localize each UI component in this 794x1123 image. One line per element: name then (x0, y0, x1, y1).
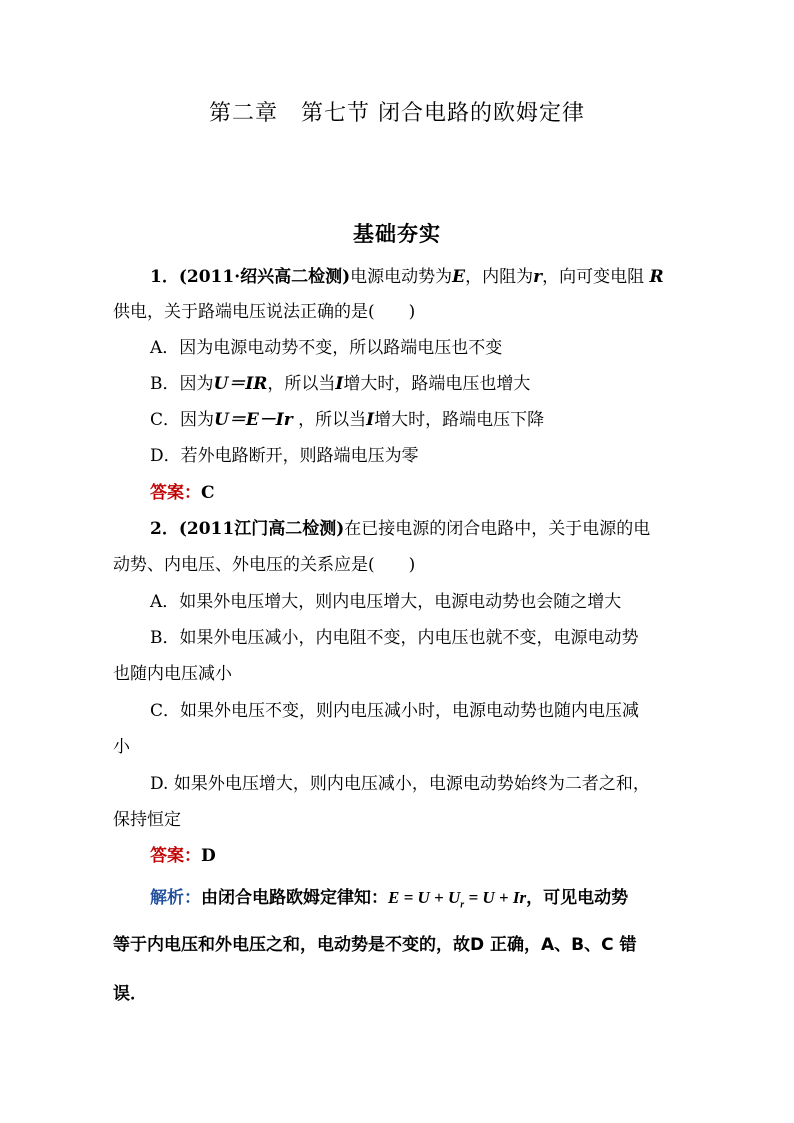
q1-option-c-mid: ，所以当 (298, 410, 367, 430)
q2-analysis-line2: 等于内电压和外电压之和，电动势是不变的，故D 正确，A、B、C 错 (113, 935, 637, 955)
q2-answer-label: 答案： (150, 846, 201, 866)
q1-option-d: D．若外电路断开，则路端电压为零 (150, 446, 419, 466)
q1-var-R: R (649, 267, 664, 287)
q1-option-b-pre: B．因为 (150, 374, 214, 394)
q2-answer (150, 848, 216, 865)
q1-option-a: A．因为电源电动势不变，所以路端电压也不变 (150, 338, 503, 358)
q1-option-b-eq: U＝IR (213, 374, 268, 394)
q2-stem-line1 (150, 521, 650, 538)
q1-option-c-post: 增大时，路端电压下降 (374, 410, 545, 430)
q2-option-c-line1: C．如果外电压不变，则内电压减小时，电源电动势也随内电压减 (150, 701, 640, 721)
q1-answer-value: C (201, 483, 215, 503)
q2-analysis-line3: 误． (113, 984, 147, 1004)
q1-option-b-mid: ，所以当 (267, 374, 336, 394)
q1-option-c-pre: C．因为 (150, 410, 215, 430)
section-heading: 基础夯实 (353, 221, 441, 246)
q2-source: (2011江门高二检测) (178, 519, 345, 539)
q1-option-c (150, 412, 544, 429)
q2-option-b-line1: B．如果外电压减小，内电阻不变，内电压也就不变，电源电动势 (150, 628, 639, 648)
q2-analysis-eq2: = U + Ir (464, 888, 527, 907)
q2-analysis-text-b: ，可见电动势 (526, 888, 629, 908)
q1-option-c-eq: U＝E－Ir (214, 410, 293, 430)
q1-var-r: r (533, 267, 543, 287)
q2-analysis-eq-sub: r (460, 899, 465, 911)
q1-number: 1． (150, 267, 179, 287)
q1-option-c-I: I (366, 410, 375, 430)
q1-stem-b: ，内阻为 (465, 267, 534, 287)
q1-stem-line1 (150, 269, 664, 286)
q2-option-c-line2: 小 (113, 737, 130, 757)
q1-answer-label: 答案： (150, 483, 201, 503)
q2-option-b-line2: 也随内电压减小 (113, 664, 232, 684)
q1-option-b (150, 376, 530, 393)
q2-number: 2． (150, 519, 179, 539)
q1-stem-a: 电源电动势为 (350, 267, 453, 287)
q1-var-E: E (452, 267, 466, 287)
q2-analysis-text-a: 由闭合电路欧姆定律知： (201, 888, 388, 908)
q1-stem-line2: 供电，关于路端电压说法正确的是( ) (113, 302, 416, 322)
q1-option-b-post: 增大时，路端电压也增大 (343, 374, 531, 394)
q2-answer-value: D (201, 846, 216, 866)
q2-analysis-label: 解析： (150, 888, 201, 908)
q2-stem-a: 在已接电源的闭合电路中，关于电源的电 (344, 519, 651, 539)
q2-option-d-line2: 保持恒定 (113, 810, 181, 830)
q2-option-a: A．如果外电压增大，则内电压增大，电源电动势也会随之增大 (150, 592, 622, 612)
page-title: 第二章 第七节 闭合电路的欧姆定律 (209, 101, 585, 126)
q2-option-d-line1: D. 如果外电压增大，则内电压减小，电源电动势始终为二者之和， (150, 774, 650, 794)
q1-stem-c: ，向可变电阻 (542, 267, 645, 287)
q2-analysis-eq1: E = U + U (388, 888, 461, 907)
q1-answer (150, 485, 215, 502)
q1-option-b-I: I (335, 374, 344, 394)
q2-stem-line2: 动势、内电压、外电压的关系应是( ) (113, 555, 416, 575)
q2-analysis-line1 (150, 889, 628, 910)
q1-source: (2011·绍兴高二检测) (178, 267, 351, 287)
